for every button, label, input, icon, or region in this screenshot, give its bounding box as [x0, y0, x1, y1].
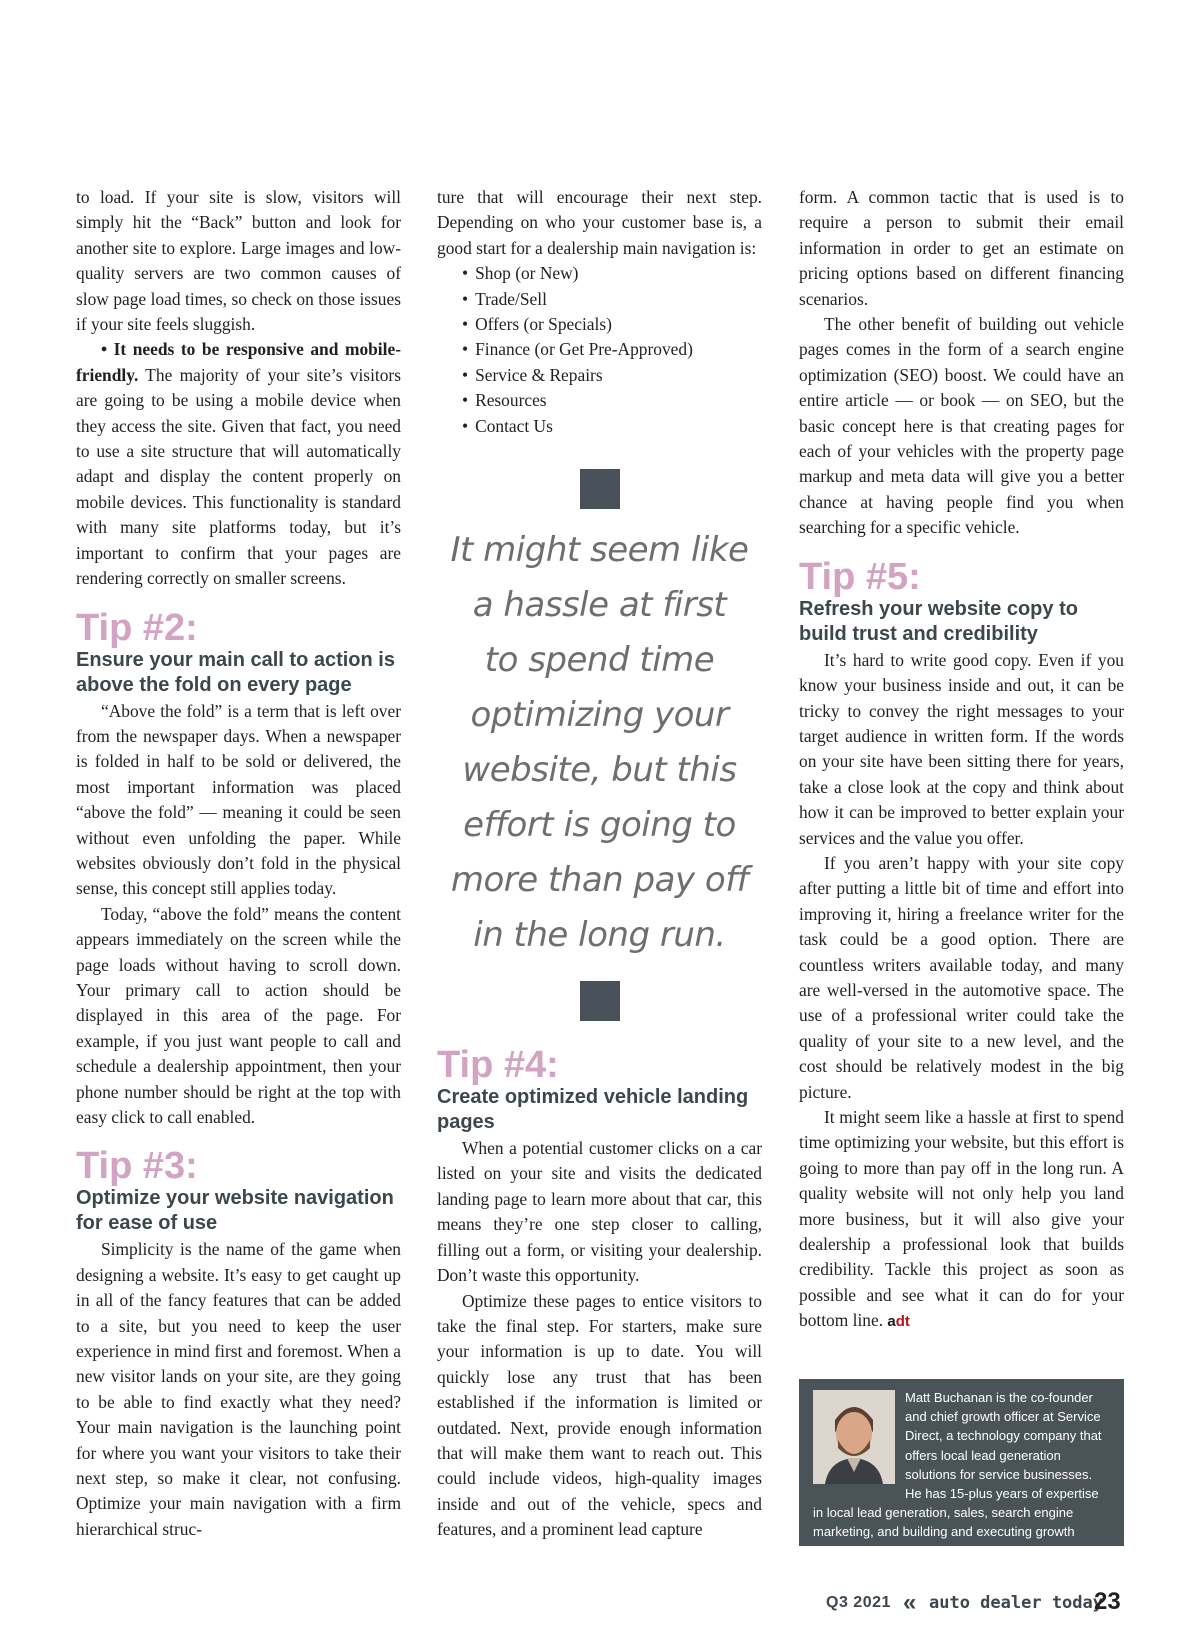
body-paragraph: to load. If your site is slow, visitors will simply hit the “Back” button and look for another site to explore. Large images and low-quality servers are two common causes of slow page load times, so check on those issues if your site feels sluggish.: [76, 187, 401, 335]
end-mark-dt: dt: [895, 1313, 910, 1331]
tip4-title: Tip #4:: [437, 1044, 559, 1087]
column-right: [799, 185, 1124, 1335]
bullet-lead: • It needs to be responsive and mobile-friendly.: [76, 339, 401, 385]
pull-quote-line: to spend time: [484, 640, 715, 681]
list-item: • Resources: [462, 388, 762, 413]
body-paragraph: “Above the fold” is a term that is left over from the newspaper days. When a newspaper is folded in half to be sold or delivered, the most important information was placed “above the fold” — meaning it could be seen without even unfolding the paper. While websites obviously don’t fold in the physical sense, this concept still applies today.: [76, 700, 401, 899]
pull-quote-line: website, but this: [462, 750, 737, 791]
end-mark-logo: [887, 1313, 910, 1330]
body-paragraph: form. A common tactic that is used is to require a person to submit their email information in order to get an estimate on pricing options based on different financing scenarios.: [799, 187, 1124, 309]
end-mark-a: a: [887, 1313, 896, 1331]
column-middle: [437, 185, 762, 1543]
column-left: [76, 185, 401, 1542]
page-number: 23: [1094, 1588, 1121, 1615]
author-bio-box: [799, 1379, 1124, 1559]
author-photo: [813, 1390, 895, 1484]
magazine-name: auto dealer today: [929, 1593, 1103, 1613]
page-footer: [826, 1587, 1126, 1616]
list-item: • Offers (or Specials): [462, 312, 762, 337]
body-paragraph: ture that will encourage their next step. Depending on who your customer base is, a good start for a dealership main navigation is:: [437, 187, 762, 258]
pull-quote-square-bottom: [580, 981, 620, 1021]
tip5-subheading: Refresh your website copy to build trust and credibility: [799, 597, 1078, 645]
closing-text: It might seem like a hassle at first to spend time optimizing your website, but this effort is going to more than pay off in the long run. A quality website will not only help you land more business, but it will also give your dealership a professional look that builds credibility. Tackle this project as soon as possible and see what it can do for your bottom line.: [799, 1107, 1124, 1331]
list-item: • Finance (or Get Pre-Approved): [462, 337, 762, 362]
tip2-title: Tip #2:: [76, 606, 198, 649]
tip2-subheading: Ensure your main call to action is above the fold on every page: [76, 648, 395, 696]
tip3-subheading: Optimize your website navigation for ease of use: [76, 1187, 394, 1235]
pull-quote-line: a hassle at first: [472, 585, 727, 626]
issue-date: Q3 2021: [826, 1594, 891, 1611]
body-paragraph: Today, “above the fold” means the content appears immediately on the screen while the page loads without having to scroll down. Your primary call to action should be displayed in this area of the page. For example, if you just want people to call and schedule a dealership appointment, then your phone number should be right at the top with easy click to call enabled.: [76, 903, 401, 1127]
pull-quote-square-top: [580, 469, 620, 509]
tip3-title: Tip #3:: [76, 1145, 198, 1188]
list-item: • Service & Repairs: [462, 363, 762, 388]
body-paragraph: When a potential customer clicks on a car listed on your site and visits the dedicated landing page to learn more about that car, this means they’re one step closer to calling, filling out a form, or visiting your dealership. Don’t waste this opportunity.: [437, 1138, 762, 1286]
list-item: • Trade/Sell: [462, 287, 762, 312]
pull-quote-line: effort is going to: [463, 805, 736, 846]
chevron-left-icon: «: [903, 1589, 917, 1616]
pull-quote-line: optimizing your: [470, 695, 729, 736]
pull-quote: [437, 523, 762, 963]
body-paragraph: Optimize these pages to entice visitors to take the final step. For starters, make sure your information is up to date. You will quickly lose any trust that has been established if the information is limited or outdated. Next, provide enough information that will make them want to reach out. This could include videos, high-quality images inside and out of the vehicle, specs and features, and a prominent lead capture: [437, 1290, 762, 1540]
body-paragraph: It’s hard to write good copy. Even if you know your business inside and out, it can be tricky to convey the right messages to your target audience in written form. If the words on your site have been sitting there for years, take a close look at the copy and think about how it can be improved to better explain your services and the value you offer.: [799, 649, 1124, 848]
body-paragraph: Simplicity is the name of the game when designing a website. It’s easy to get caught up in all of the fancy features that can be added to a site, but you need to keep the user experience in mind first and foremost. When a new visitor lands on your site, are they going to be able to find exactly what they need? Your main navigation is the launching point for where you want your visitors to take their next step, so make it clear, not confusing. Optimize your main navigation with a firm hierarchical struc-: [76, 1239, 401, 1539]
bullet-paragraph: [76, 337, 401, 591]
pull-quote-line: in the long run.: [473, 915, 726, 956]
bullet-text: The majority of your site’s visitors are going to be using a mobile device when they access the site. Given that fact, you need to use a site structure that will automatically adapt and display the content properly on mobile devices. This functionality is standard with many site platforms today, but it’s important to confirm that your pages are rendering correctly on smaller screens.: [76, 364, 401, 589]
list-item: • Shop (or New): [462, 261, 762, 286]
body-paragraph: The other benefit of building out vehicle pages comes in the form of a search engine optimization (SEO) boost. We could have an entire article — or book — on SEO, but the basic concept here is that creating pages for each of your vehicles with the property page markup and meta data will give you a better chance at having people find you when searching for a specific vehicle.: [799, 314, 1124, 538]
pull-quote-line: It might seem like: [450, 530, 749, 571]
list-item: • Contact Us: [462, 414, 762, 439]
body-paragraph: If you aren’t happy with your site copy after putting a little bit of time and effort into improving it, hiring a freelance writer for the task could be a good option. There are countless writers available today, and many are well-versed in the automotive space. The use of a professional writer could take the quality of your site to a new level, and the cost should be relatively modest in the big picture.: [799, 852, 1124, 1102]
tip5-title: Tip #5:: [799, 555, 921, 598]
author-portrait-icon: [813, 1390, 895, 1484]
tip4-subheading: Create optimized vehicle landing pages: [437, 1086, 749, 1134]
body-paragraph: [799, 1105, 1124, 1335]
navigation-list: [437, 261, 762, 439]
pull-quote-line: more than pay off: [450, 860, 749, 901]
author-bio-text: Matt Buchanan is the co-founder and chief growth officer at Service Direct, a technology company that offers local lead generation solutions for service businesses. He has 15-plus years of expertise in local lead generation, sales, search engine marketing, and building and executing growth strategies.: [813, 1390, 1102, 1559]
